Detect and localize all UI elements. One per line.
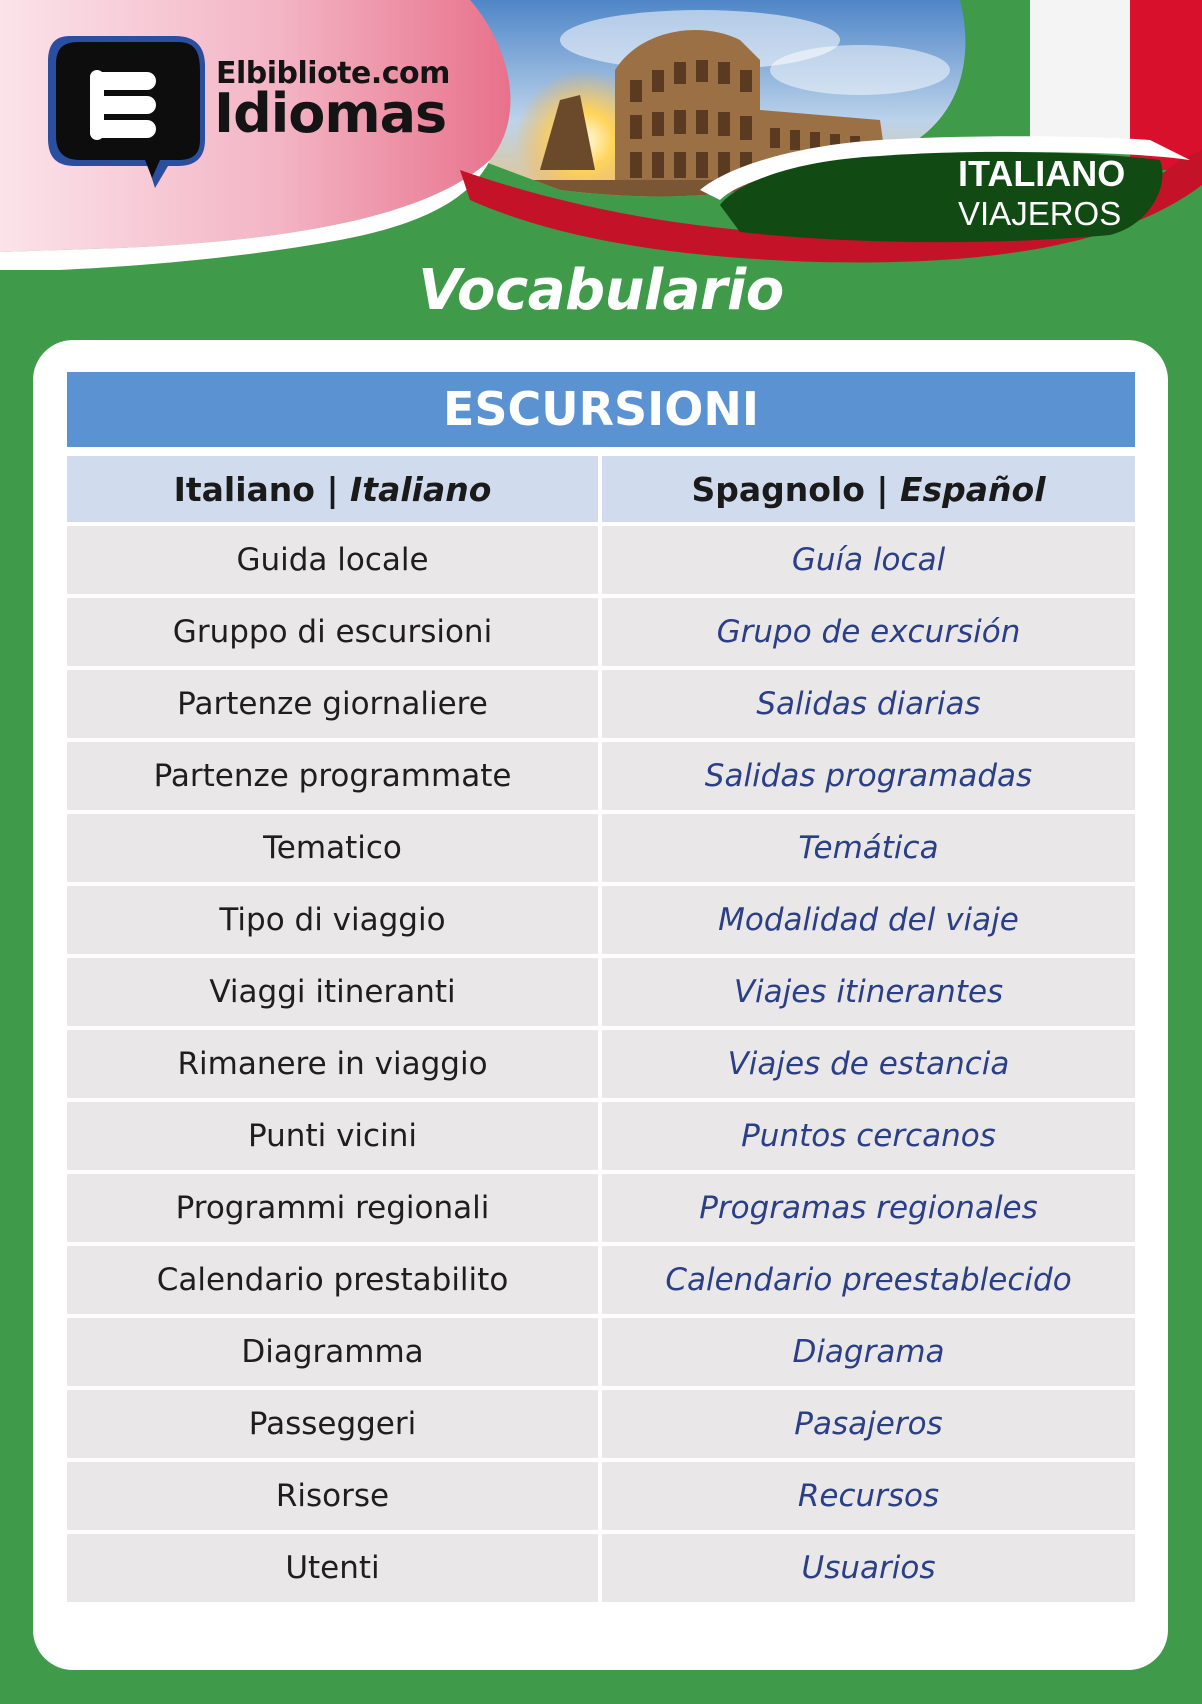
spanish-term: Calendario preestablecido (602, 1246, 1135, 1314)
chat-bubble-book-icon (48, 36, 205, 188)
italian-term: Gruppo di escursioni (67, 598, 598, 666)
column-header-spanish: Spagnolo | Español (602, 456, 1135, 522)
spanish-term: Diagrama (602, 1318, 1135, 1386)
italian-term: Diagramma (67, 1318, 598, 1386)
table-row (67, 670, 1135, 738)
italian-term: Passeggeri (67, 1390, 598, 1458)
spanish-term: Puntos cercanos (602, 1102, 1135, 1170)
table-row (67, 1462, 1135, 1530)
table-row (67, 1318, 1135, 1386)
page-title: Vocabulario (418, 258, 784, 323)
spanish-term: Guía local (602, 526, 1135, 594)
course-language: ITALIANO (958, 153, 1126, 194)
table-row (67, 598, 1135, 666)
spanish-term: Grupo de excursión (602, 598, 1135, 666)
table-header-row (67, 456, 1135, 522)
italian-term: Utenti (67, 1534, 598, 1602)
course-level: VIAJEROS (958, 195, 1122, 232)
spanish-term: Pasajeros (602, 1390, 1135, 1458)
italian-term: Guida locale (67, 526, 598, 594)
spanish-term: Salidas diarias (602, 670, 1135, 738)
italian-term: Partenze programmate (67, 742, 598, 810)
italian-term: Risorse (67, 1462, 598, 1530)
italian-term: Tipo di viaggio (67, 886, 598, 954)
italian-term: Rimanere in viaggio (67, 1030, 598, 1098)
table-row (67, 814, 1135, 882)
table-row (67, 1534, 1135, 1602)
table-row (67, 1246, 1135, 1314)
table-row (67, 886, 1135, 954)
spanish-term: Usuarios (602, 1534, 1135, 1602)
table-row (67, 958, 1135, 1026)
table-row (67, 742, 1135, 810)
flag-white-stripe (1030, 0, 1130, 150)
table-row (67, 1102, 1135, 1170)
italian-term: Partenze giornaliere (67, 670, 598, 738)
table-row (67, 1030, 1135, 1098)
table-row (67, 1390, 1135, 1458)
spanish-term: Temática (602, 814, 1135, 882)
spanish-term: Modalidad del viaje (602, 886, 1135, 954)
course-label (958, 154, 1125, 234)
italian-term: Programmi regionali (67, 1174, 598, 1242)
column-header-italian: Italiano | Italiano (67, 456, 598, 522)
spanish-term: Recursos (602, 1462, 1135, 1530)
vocabulary-table (63, 452, 1139, 1606)
brand-name: Idiomas (214, 82, 447, 145)
italian-term: Punti vicini (67, 1102, 598, 1170)
spanish-term: Viajes itinerantes (602, 958, 1135, 1026)
table-row (67, 526, 1135, 594)
section-title: ESCURSIONI (67, 372, 1135, 447)
spanish-term: Salidas programadas (602, 742, 1135, 810)
italian-term: Calendario prestabilito (67, 1246, 598, 1314)
spanish-term: Programas regionales (602, 1174, 1135, 1242)
italian-term: Viaggi itineranti (67, 958, 598, 1026)
spanish-term: Viajes de estancia (602, 1030, 1135, 1098)
header-banner (0, 0, 1202, 270)
vocabulary-card (33, 340, 1168, 1670)
table-row (67, 1174, 1135, 1242)
italian-term: Tematico (67, 814, 598, 882)
brand-site: Elbibliote.com (216, 56, 450, 91)
